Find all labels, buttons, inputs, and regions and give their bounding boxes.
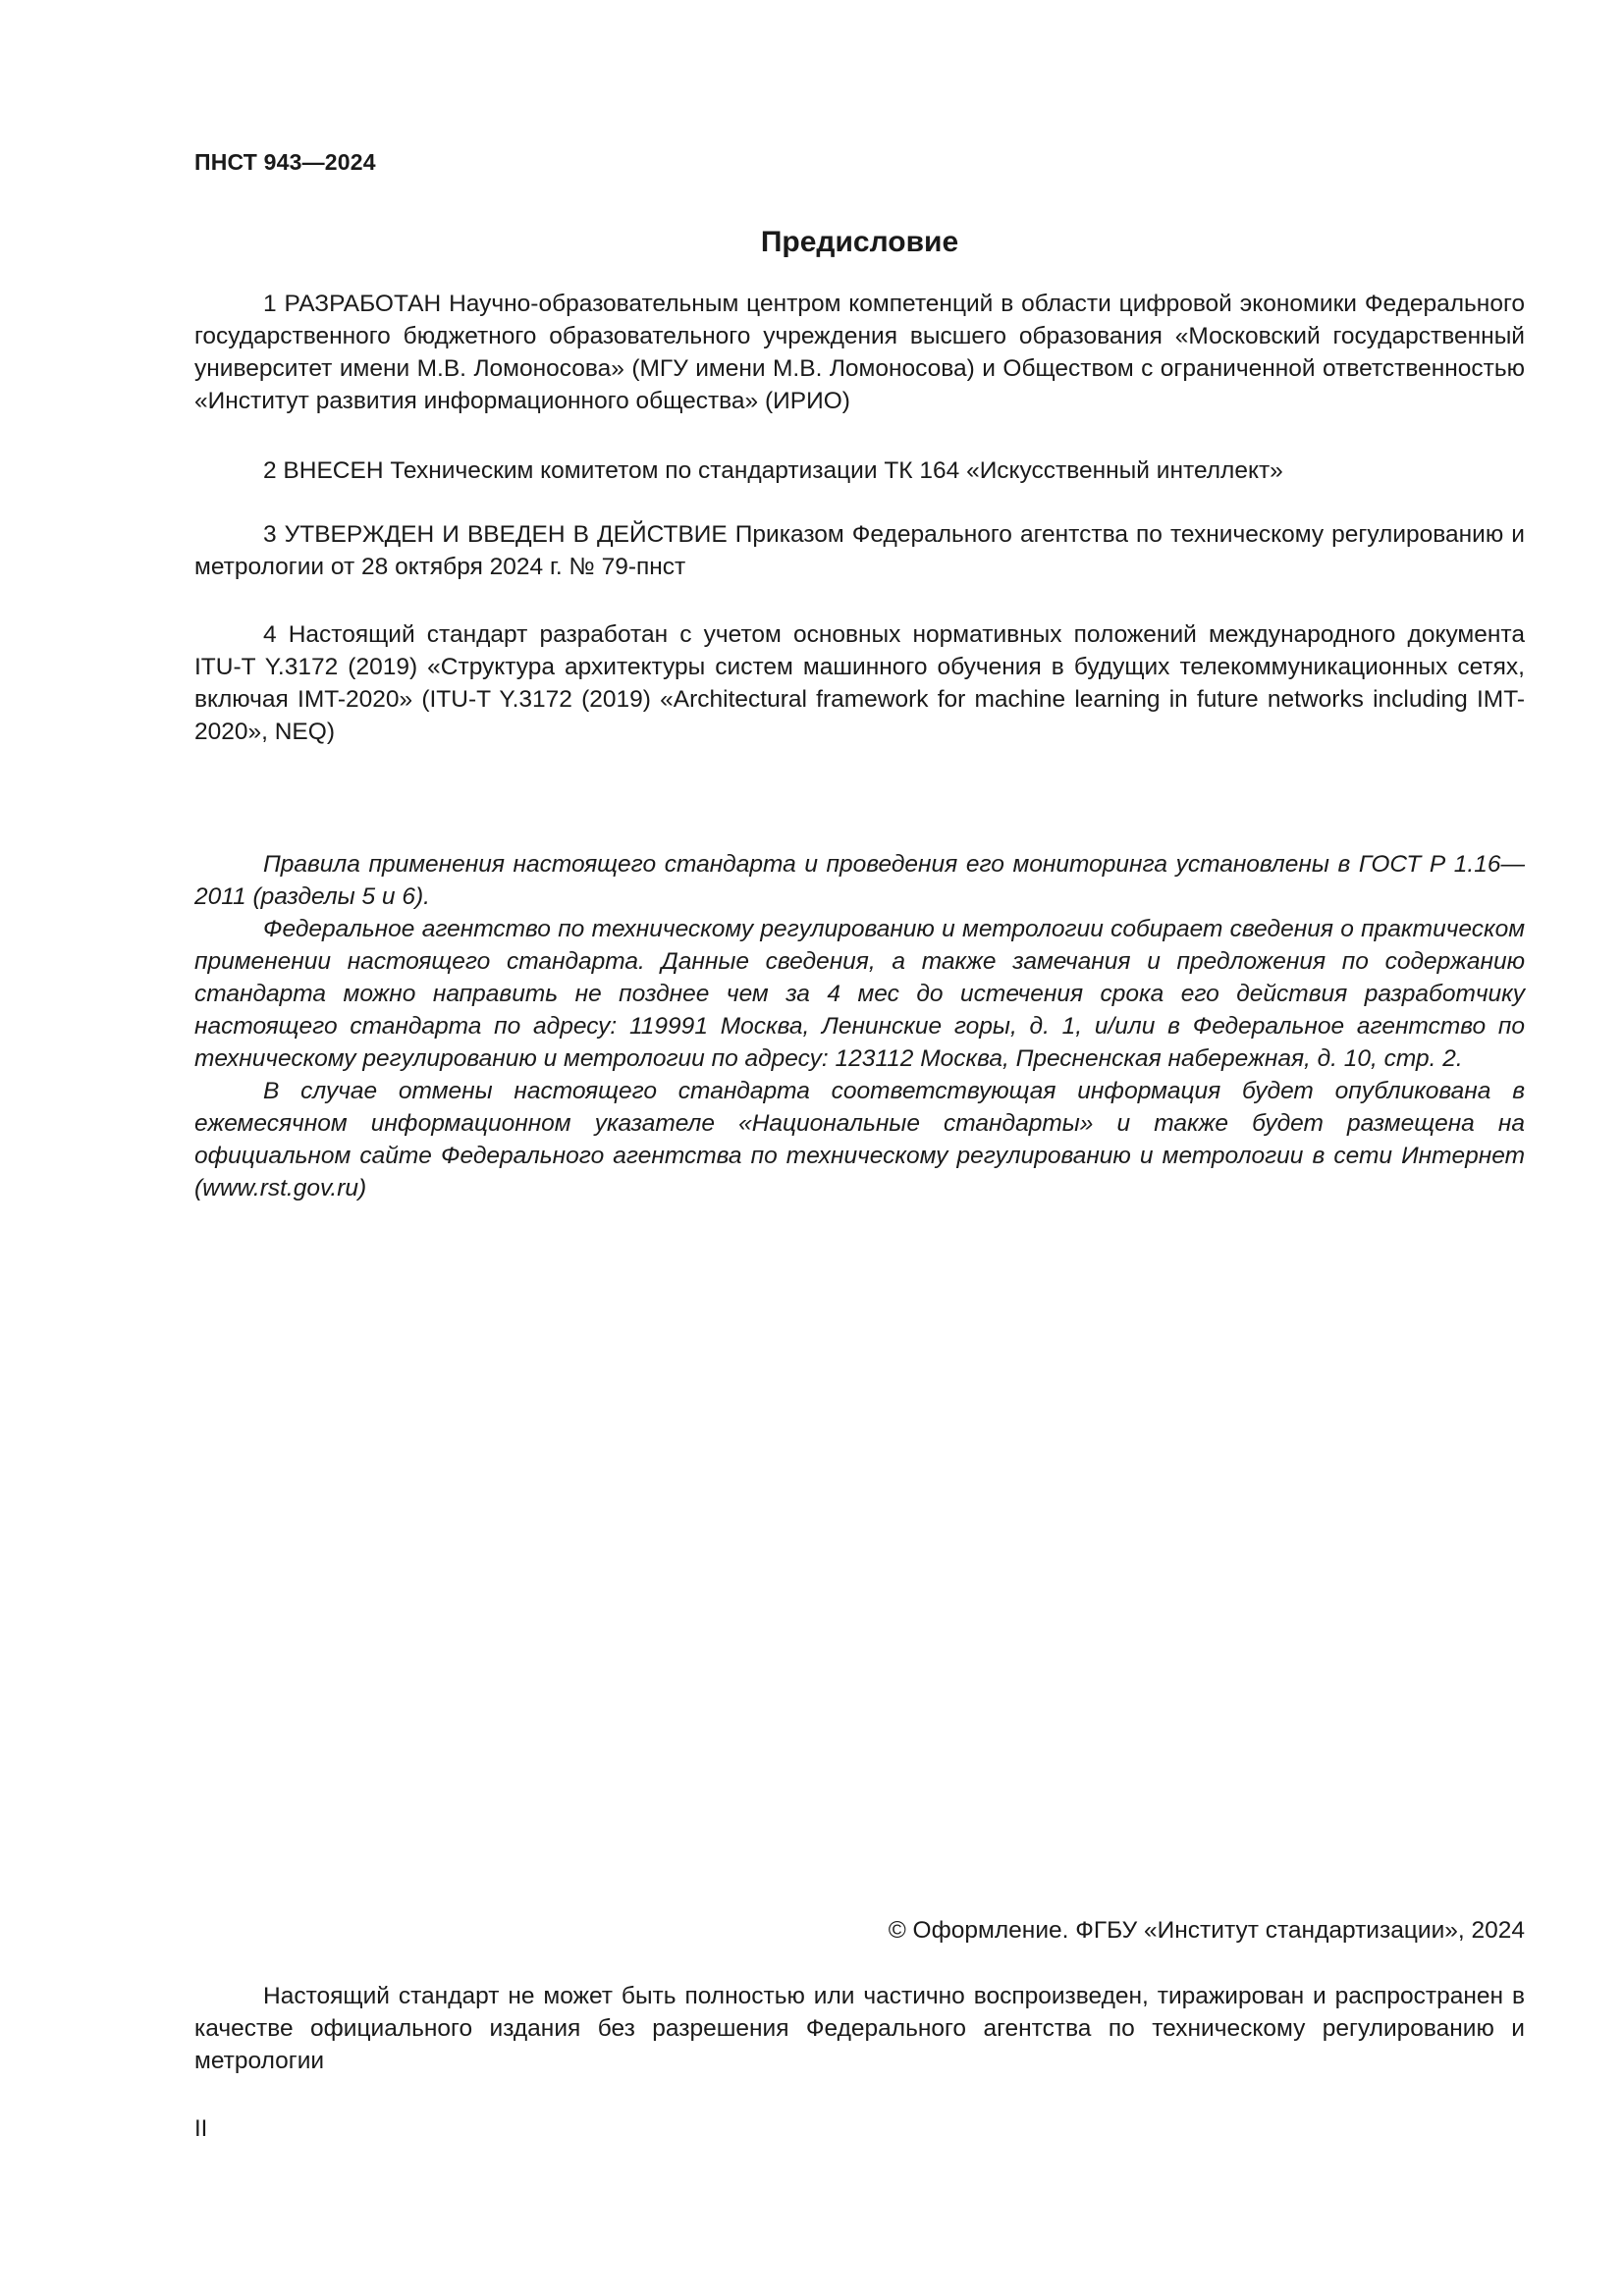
reproduction-notice (194, 1980, 1525, 2077)
foreword-section-4 (194, 618, 1525, 748)
foreword-section-1-text: 1 РАЗРАБОТАН Научно-образовательным центром компетенций в области цифровой экономики Федерального государственного бюджетного образовательного учреждения высшего образования «Московский государственный университет имени М.В. Ломоносова» (МГУ имени М.В. Ломоносова) и Обществом с ограниченной ответственностью «Институт развития информационного общества» (ИРИО) (194, 291, 1525, 414)
page-title: Предисловие (760, 226, 959, 258)
page-number: II (194, 2115, 208, 2142)
foreword-section-2-text: 2 ВНЕСЕН Техническим комитетом по стандартизации ТК 164 «Искусственный интеллект» (263, 457, 1283, 484)
usage-notes (194, 848, 1525, 1204)
standard-code-header: ПНСТ 943—2024 (194, 149, 376, 175)
foreword-section-2 (194, 454, 1525, 487)
usage-note-cancellation: В случае отмены настоящего стандарта соответствующая информация будет опубликована в ежемесячном информационном указателе «Национальные стандарты» и также будет размещена на официальном сайте Федерального агентства по техническому регулированию и метрологии в сети Интернет (www.rst.gov.ru) (194, 1078, 1525, 1201)
copyright-line: © Оформление. ФГБУ «Институт стандартизации», 2024 (888, 1917, 1525, 1944)
usage-note-rules: Правила применения настоящего стандарта и проведения его мониторинга установлены в ГОСТ Р 1.16—2011 (разделы 5 и 6). (194, 851, 1525, 910)
foreword-section-1 (194, 288, 1525, 417)
foreword-section-3-text: 3 УТВЕРЖДЕН И ВВЕДЕН В ДЕЙСТВИЕ Приказом Федерального агентства по техническому регулированию и метрологии от 28 октября 2024 г. № 79-пнст (194, 521, 1525, 580)
usage-note-feedback: Федеральное агентство по техническому регулированию и метрологии собирает сведения о практическом применении настоящего стандарта. Данные сведения, а также замечания и предложения по содержанию стандарта можно направить не позднее чем за 4 мес до истечения срока его действия разработчику настоящего стандарта по адресу: 119991 Москва, Ленинские горы, д. 1, и/или в Федеральное агентство по техническому регулированию и метрологии по адресу: 123112 Москва, Пресненская набережная, д. 10, стр. 2. (194, 916, 1525, 1072)
reproduction-notice-text: Настоящий стандарт не может быть полностью или частично воспроизведен, тиражирован и распространен в качестве официального издания без разрешения Федерального агентства по техническому регулированию и метрологии (194, 1983, 1525, 2074)
foreword-section-3 (194, 518, 1525, 583)
foreword-section-4-text: 4 Настоящий стандарт разработан с учетом основных нормативных положений международного документа ITU-T Y.3172 (2019) «Структура архитектуры систем машинного обучения в будущих телекоммуникационных сетях, включая IMT-2020» (ITU-T Y.3172 (2019) «Architectural framework for machine learning in future networks including IMT-2020», NEQ) (194, 621, 1525, 745)
